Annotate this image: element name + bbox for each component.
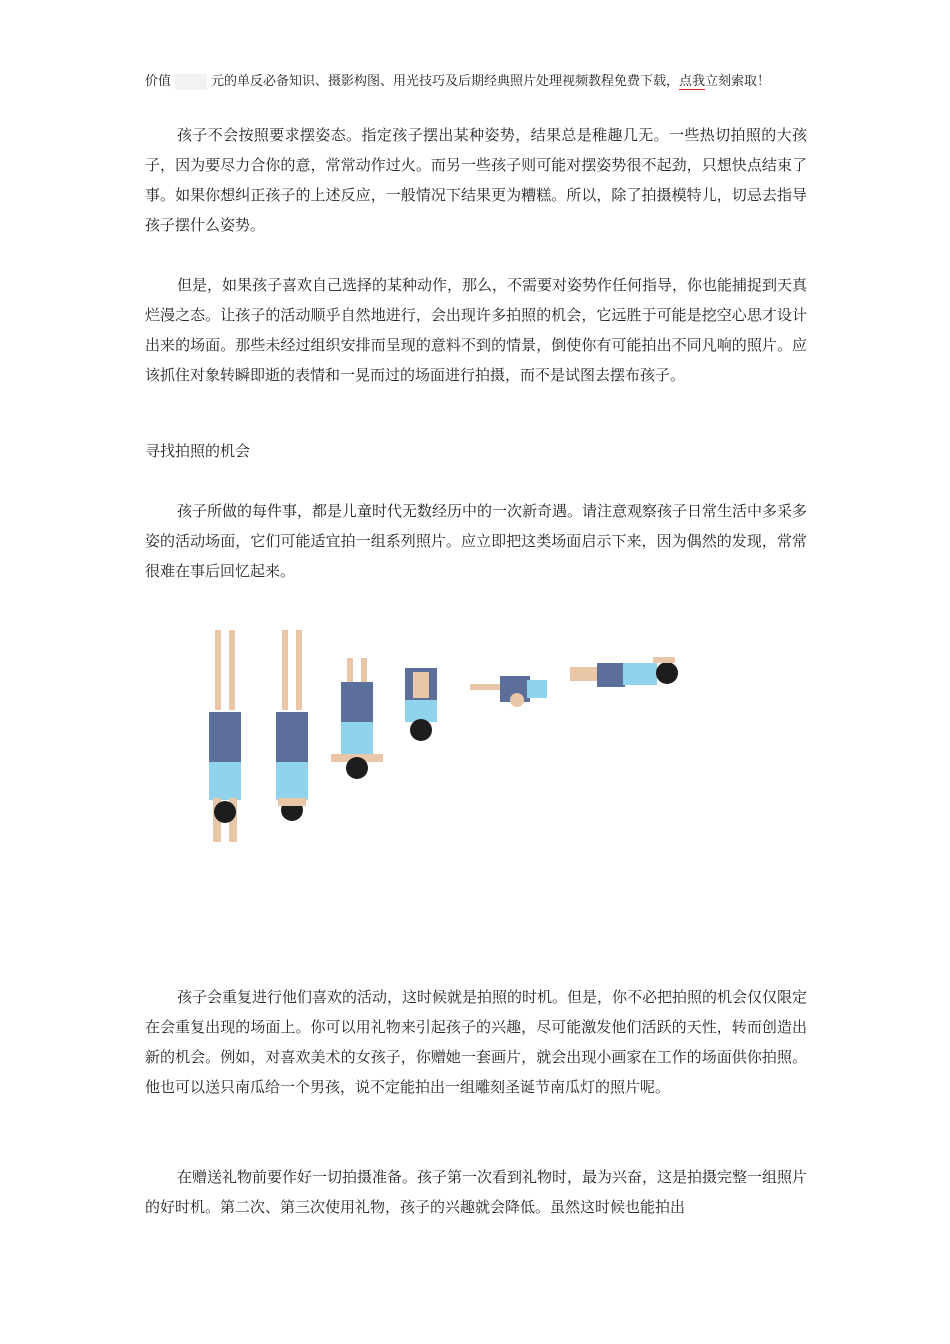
header-prefix: 价值 — [145, 74, 172, 89]
pose-figure-1 — [209, 630, 241, 842]
pose-figure-3 — [331, 658, 383, 779]
pose-figure-2 — [276, 630, 308, 821]
paragraph-2: 但是，如果孩子喜欢自己选择的某种动作，那么，不需要对姿势作任何指导，你也能捕捉到天真烂漫之态。让孩子的活动顺乎自然地进行，会出现许多拍照的机会，它远胜于可能是挖空心思才设计出来的场面。那些未经过组织安排而呈现的意料不到的情景，倒使你有可能拍出不同凡响的照片。应该抓住对象转瞬即逝的表情和一晃而过的场面进行拍摄，而不是试图去摆布孩子。 — [145, 276, 808, 384]
header-suffix: 立刻索取！ — [705, 74, 771, 89]
page-header — [145, 72, 810, 92]
header-link[interactable]: 点我 — [679, 74, 706, 89]
paragraph-1: 孩子不会按照要求摆姿态。指定孩子摆出某种姿势，结果总是稚趣几无。一些热切拍照的大孩子，因为要尽力合你的意，常常动作过火。而另一些孩子则可能对摆姿势很不起劲，只想快点结束了事。如果你想纠正孩子的上述反应，一般情况下结果更为糟糕。所以，除了拍摄模特儿，切忌去指导孩子摆什么姿势。 — [145, 126, 807, 234]
paragraph-3: 孩子所做的每件事，都是儿童时代无数经历中的一次新奇遇。请注意观察孩子日常生活中多采多姿的活动场面，它们可能适宜拍一组系列照片。应立即把这类场面启示下来，因为偶然的发现，常常很难在事后回忆起来。 — [145, 502, 808, 580]
section-heading: 寻找拍照的机会 — [145, 442, 251, 460]
paragraph-5: 在赠送礼物前要作好一切拍摄准备。孩子第一次看到礼物时，最为兴奋，这是拍摄完整一组照片的好时机。第二次、第三次使用礼物，孩子的兴趣就会降低。虽然这时候也能拍出 — [145, 1168, 808, 1216]
price-placeholder — [175, 74, 207, 90]
child-pose-photo-sequence — [195, 630, 715, 860]
header-text: 元的单反必备知识、摄影构图、用光技巧及后期经典照片处理视频教程免费下载， — [211, 74, 680, 89]
pose-figure-4 — [405, 668, 437, 741]
pose-figure-6 — [570, 657, 678, 687]
paragraph-4: 孩子会重复进行他们喜欢的活动，这时候就是拍照的时机。但是，你不必把拍照的机会仅仅限定在会重复出现的场面上。你可以用礼物来引起孩子的兴趣，尽可能激发他们活跃的天性，转而创造出新的机会。例如，对喜欢美术的女孩子，你赠她一套画片，就会出现小画家在工作的场面供你拍照。他也可以送只南瓜给一个男孩，说不定能拍出一组雕刻圣诞节南瓜灯的照片呢。 — [145, 988, 808, 1096]
pose-figure-5 — [470, 676, 547, 707]
